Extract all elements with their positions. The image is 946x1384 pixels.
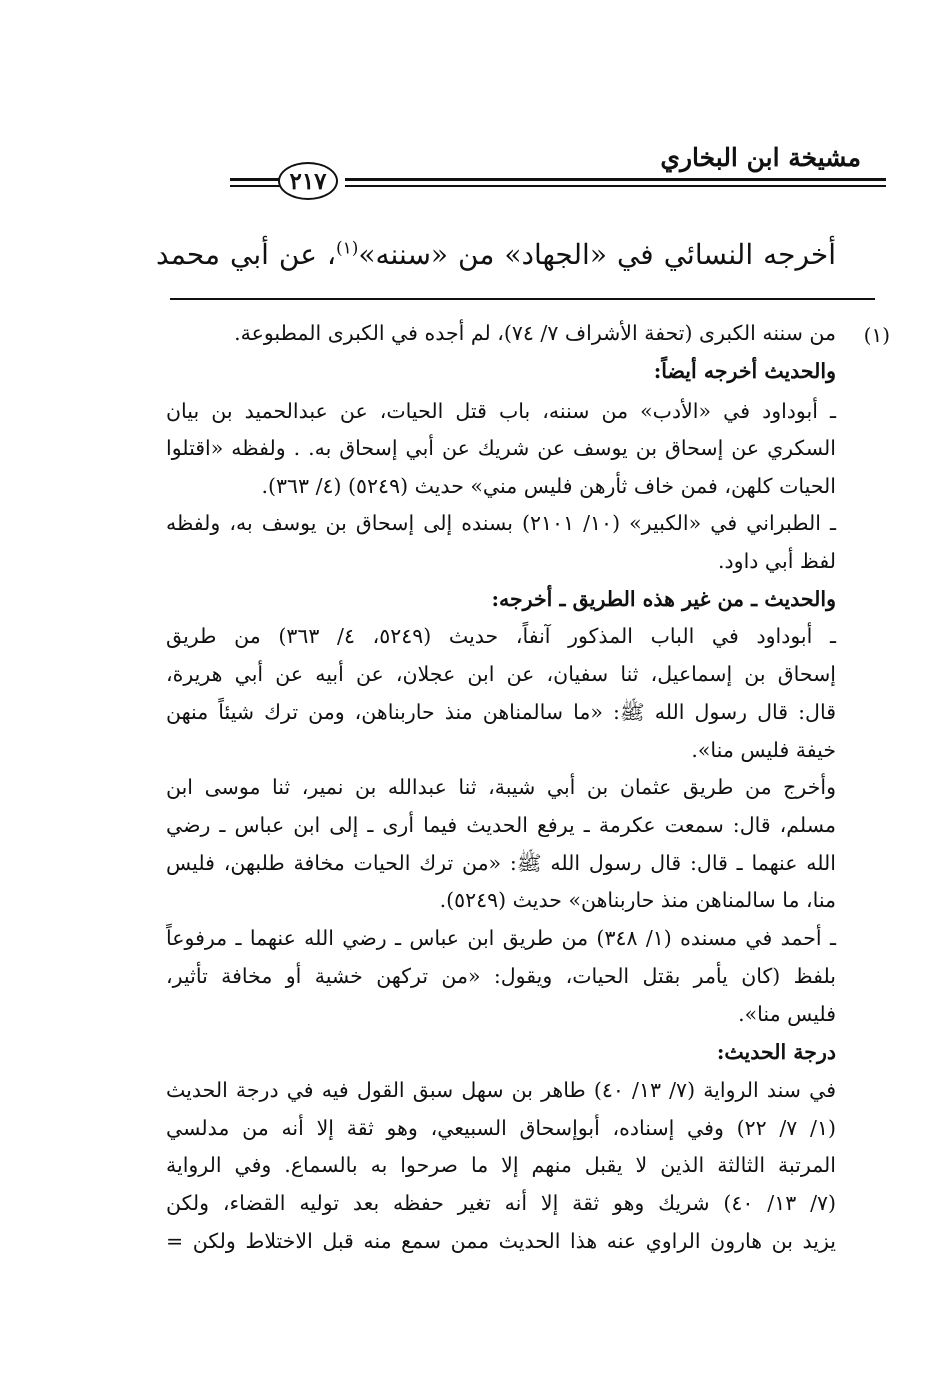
footnote-subheading: والحديث ـ من غير هذه الطريق ـ أخرجه: <box>491 587 836 611</box>
footnote-subheading: والحديث أخرجه أيضاً: <box>653 359 836 383</box>
footnote-line: ـ أبوداود في «الأدب» من سننه، باب قتل الحيات، عن عبدالحميد بن بيان <box>166 399 836 423</box>
header-rule-left-top <box>230 178 280 181</box>
page-number-text: ٢١٧ <box>289 167 327 195</box>
footnote-line: مسلم، قال: سمعت عكرمة ـ يرفع الحديث فيما أرى ـ إلى ابن عباس ـ رضي <box>166 813 836 837</box>
footnote-separator <box>170 298 875 300</box>
main-text-line <box>156 238 836 271</box>
footnote-line: ـ أحمد في مسنده (١/ ٣٤٨) من طريق ابن عباس ـ رضي الله عنهما ـ مرفوعاً <box>166 926 836 950</box>
main-text-before: أخرجه النسائي في «الجهاد» من «سننه» <box>358 238 836 271</box>
header-rule-left-bottom <box>230 185 280 187</box>
header-rule-right-top <box>345 178 886 181</box>
footnote-marker: (١) <box>863 323 890 347</box>
footnote-line: الحيات كلهن، فمن خاف ثأرهن فليس مني» حديث (٥٢٤٩) (٤/ ٣٦٣). <box>261 474 836 498</box>
footnote-line: قال: قال رسول الله ﷺ: «ما سالمناهن منذ حاربناهن، ومن ترك شيئاً منهن <box>166 700 836 724</box>
footnote-line: يزيد بن هارون الراوي عنه هذا الحديث ممن سمع منه قبل الاختلاط ولكن = <box>166 1229 836 1253</box>
footnote-subheading: درجة الحديث: <box>716 1040 836 1064</box>
footnote-line: السكري عن إسحاق بن يوسف عن شريك عن أبي إسحاق به. . ولفظه «اقتلوا <box>166 436 836 460</box>
footnote-line: بلفظ (كان يأمر بقتل الحيات، ويقول: «من تركهن خشية أو مخافة تأثير، <box>166 964 836 988</box>
header-rule-right-bottom <box>345 185 886 187</box>
book-title: مشيخة ابن البخاري <box>660 143 861 172</box>
footnote-line: الله عنهما ـ قال: قال رسول الله ﷺ: «من ترك الحيات مخافة طلبهن، فليس <box>166 851 836 875</box>
footnote-line: خيفة فليس منا». <box>691 738 836 762</box>
footnote-line: (١/ ٧/ ٢٢) وفي إسناده، أبوإسحاق السبيعي، وهو ثقة إلا أنه من مدلسي <box>166 1116 836 1140</box>
footnote-line: لفظ أبي داود. <box>718 549 836 573</box>
main-text-after: ، عن أبي محمد <box>156 238 336 271</box>
footnote-line: ـ أبوداود في الباب المذكور آنفاً، حديث (٥٢٤٩، ٤/ ٣٦٣) من طريق <box>166 624 836 648</box>
footnote-line: ـ الطبراني في «الكبير» (١٠/ ٢١٠١) بسنده إلى إسحاق بن يوسف به، ولفظه <box>166 511 836 535</box>
footnote-line: منا، ما سالمناهن منذ حاربناهن» حديث (٥٢٤٩). <box>439 888 836 912</box>
footnote-line: وأخرج من طريق عثمان بن أبي شيبة، ثنا عبدالله بن نمير، ثنا موسى ابن <box>166 775 836 799</box>
footnote-line: من سننه الكبرى (تحفة الأشراف ٧/ ٧٤)، لم أجده في الكبرى المطبوعة. <box>234 321 836 345</box>
footnote-line: فليس منا». <box>738 1002 836 1026</box>
page-number <box>278 162 338 200</box>
footnote-reference: (١) <box>335 238 359 259</box>
footnote-line: في سند الرواية (٧/ ١٣/ ٤٠) طاهر بن سهل سبق القول فيه في درجة الحديث <box>166 1078 836 1102</box>
footnote-line: (٧/ ١٣/ ٤٠) شريك وهو ثقة إلا أنه تغير حفظه بعد توليه القضاء، ولكن <box>166 1191 836 1215</box>
footnote-line: المرتبة الثالثة الذين لا يقبل منهم إلا ما صرحوا به بالسماع. وفي الرواية <box>166 1153 836 1177</box>
footnote-line: إسحاق بن إسماعيل، ثنا سفيان، عن ابن عجلان، عن أبيه عن أبي هريرة، <box>166 662 836 686</box>
